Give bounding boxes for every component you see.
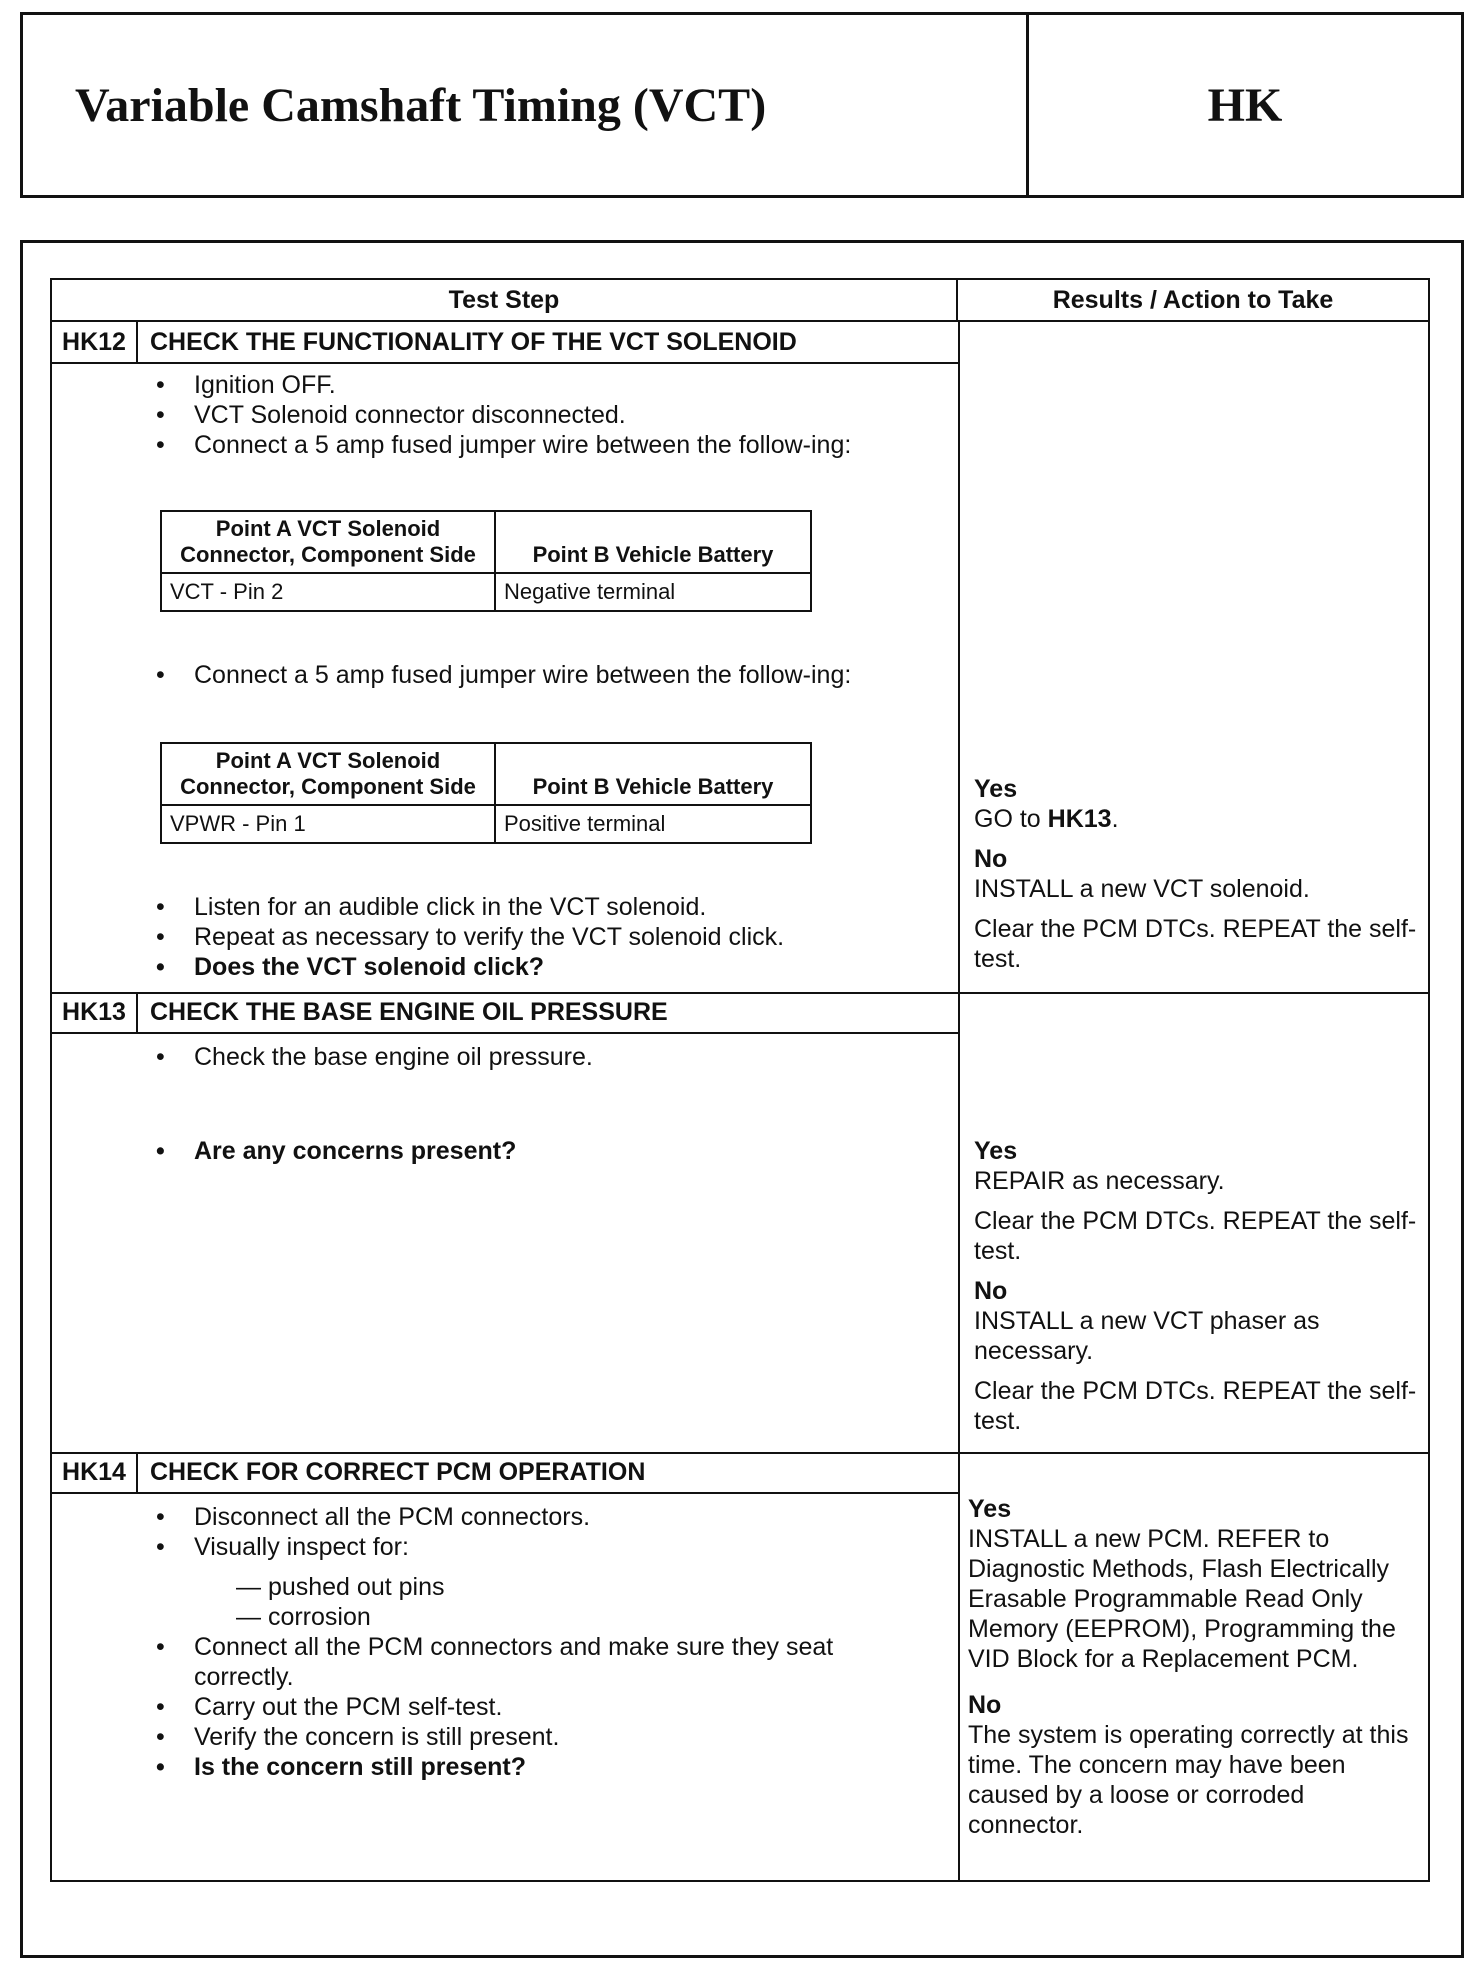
no-text: The system is operating correctly at this time. The concern may have been caused by a loose or corroded connector. [968,1721,1409,1839]
step-question: • Is the concern still present? [150,1752,870,1782]
goto-target: HK13 [1047,805,1112,833]
step-title: CHECK THE FUNCTIONALITY OF THE VCT SOLENOID [150,327,797,356]
step-bullets [150,370,940,460]
list-item: • Listen for an audible click in the VCT solenoid. [150,892,940,922]
step-title: CHECK FOR CORRECT PCM OPERATION [150,1457,646,1486]
list-item: • VCT Solenoid connector disconnected. [150,400,940,430]
yes-text-suffix: . [1111,805,1119,833]
step-bullets [150,1136,940,1166]
step-code: HK12 [52,322,138,362]
list-item: • Disconnect all the PCM connectors. [150,1502,940,1532]
table-cell: Positive terminal [495,805,811,843]
step-header-hk14 [52,1452,958,1494]
list-item: • Repeat as necessary to verify the VCT solenoid click. [150,922,940,952]
yes-text: REPAIR as necessary. [974,1167,1225,1195]
step-code: HK14 [52,1452,138,1492]
column-header-test-step: Test Step [52,280,958,322]
step-header-hk12 [52,322,958,364]
page-title: Variable Camshaft Timing (VCT) [23,15,1029,195]
list-item: • Connect all the PCM connectors and make sure they seat correctly. [150,1632,870,1692]
step-result-hk14 [968,1494,1424,1840]
yes-label: Yes [968,1495,1012,1523]
no-label: No [974,1277,1008,1305]
step-header-hk13 [52,992,958,1034]
column-divider [958,322,960,1882]
step-question: • Are any concerns present? [150,1136,940,1166]
yes-label: Yes [974,1137,1018,1165]
yes-text: GO to [974,805,1041,833]
table-header-point-b: Point B Vehicle Battery [495,511,811,573]
yes-text-2: Clear the PCM DTCs. REPEAT the self-test. [974,1207,1417,1265]
no-text: INSTALL a new VCT solenoid. [974,875,1310,903]
list-item: • Connect a 5 amp fused jumper wire between the follow-ing: [150,430,940,460]
jumper-table-1 [160,510,812,612]
step-bullets [150,1042,940,1072]
step-bullets [150,1632,870,1782]
inspect-item: — corrosion [236,1603,371,1631]
list-item: • Carry out the PCM self-test. [150,1692,870,1722]
step-bullets [150,1502,940,1562]
yes-action [974,804,1420,834]
jumper-table-2 [160,742,812,844]
diagnostic-table [50,278,1430,1882]
section-code: HK [1207,78,1283,132]
list-item: • Ignition OFF. [150,370,940,400]
page-header [20,12,1464,198]
column-header-results: Results / Action to Take [958,280,1428,322]
list-item: • Check the base engine oil pressure. [150,1042,940,1072]
no-text-2: Clear the PCM DTCs. REPEAT the self-test. [974,915,1417,973]
no-text: INSTALL a new VCT phaser as necessary. [974,1307,1320,1365]
step-code: HK13 [52,992,138,1032]
table-cell: Negative terminal [495,573,811,611]
step-title: CHECK THE BASE ENGINE OIL PRESSURE [150,997,668,1026]
yes-label: Yes [974,775,1018,803]
table-header-point-a: Point A VCT Solenoid Connector, Component Side [161,511,495,573]
step-question: • Does the VCT solenoid click? [150,952,940,982]
no-text-2: Clear the PCM DTCs. REPEAT the self-test. [974,1377,1417,1435]
table-header-point-a: Point A VCT Solenoid Connector, Component Side [161,743,495,805]
inspect-item: — pushed out pins [236,1573,445,1601]
table-header-point-b: Point B Vehicle Battery [495,743,811,805]
step-bullets [150,660,940,690]
no-label: No [968,1691,1002,1719]
step-result-hk12 [974,774,1420,974]
yes-text: INSTALL a new PCM. REFER to Diagnostic Methods, Flash Electrically Erasable Programmable Read Only Memory (EEPROM), Programming the VID Block for a Replacement PCM. [968,1525,1396,1673]
no-label: No [974,845,1008,873]
step-result-hk13 [974,1136,1420,1436]
list-item: • Visually inspect for: [150,1532,940,1562]
step-bullets [150,892,940,982]
list-item: • Verify the concern is still present. [150,1722,870,1752]
table-cell: VPWR - Pin 1 [161,805,495,843]
list-item: • Connect a 5 amp fused jumper wire between the follow-ing: [150,660,940,690]
table-cell: VCT - Pin 2 [161,573,495,611]
